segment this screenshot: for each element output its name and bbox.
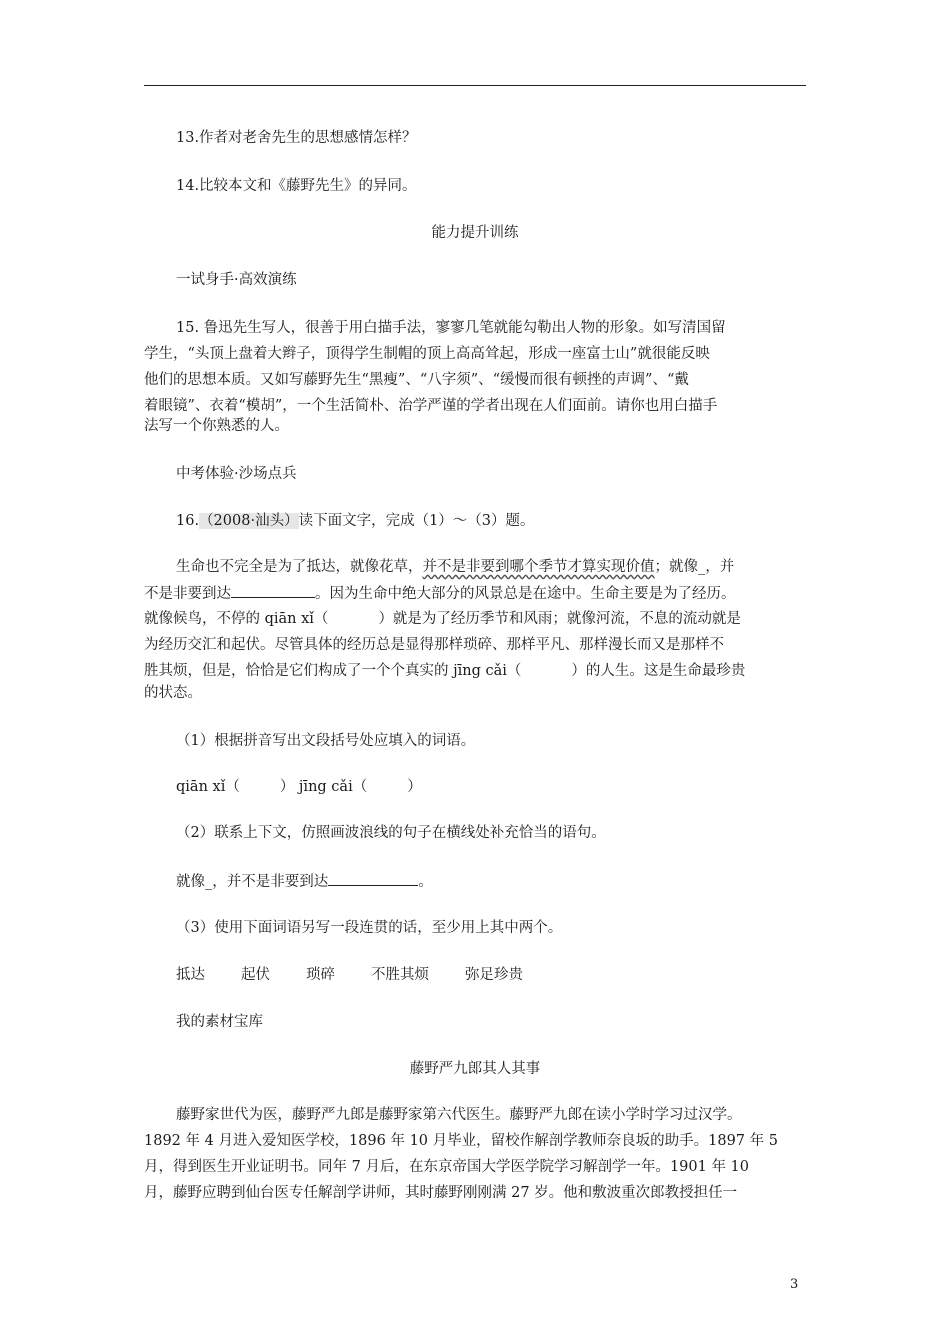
question-14: 14.比较本文和《藤野先生》的异同。 — [176, 178, 417, 194]
page-number: 3 — [790, 1277, 799, 1292]
pinyin-label: ） — [407, 779, 422, 795]
subsection-heading: 中考体验·沙场点兵 — [176, 466, 297, 482]
question-15-line: 15. 鲁迅先生写人，很善于用白描手法，寥寥几笔就能勾勒出人物的形象。如写清国留 — [176, 320, 726, 336]
passage-text: 生命也不完全是为了抵达，就像花草， — [176, 559, 423, 575]
question-15-line: 学生，“头顶上盘着大辫子，顶得学生制帽的顶上高高耸起，形成一座富士山”就很能反映 — [144, 346, 710, 362]
sub-question-1: （1）根据拼音写出文段括号处应填入的词语。 — [176, 733, 476, 749]
pinyin-label: ） jīng cǎi（ — [279, 779, 368, 795]
question-15-line: 他们的思想本质。又如写藤野先生“黑瘦”、“八字须”、“缓慢而很有顿挫的声调”、“戴 — [144, 372, 689, 388]
story-line: 月，得到医生开业证明书。同年 7 月后，在东京帝国大学医学院学习解剖学一年。1901 年 10 — [144, 1159, 750, 1175]
passage-text: ；就像_，并 — [654, 559, 735, 575]
passage-line: 的状态。 — [144, 685, 202, 701]
passage-text: ）的人生。这是生命最珍贵 — [571, 663, 746, 679]
passage-line — [176, 557, 734, 577]
pinyin-label: qiān xǐ（ — [176, 779, 240, 795]
word-item: 琐碎 — [306, 967, 335, 983]
story-line: 1892 年 4 月进入爱知医学校，1896 年 10 月毕业，留校作解剖学教师奈良坂的助手。1897 年 5 — [144, 1133, 778, 1149]
wavy-underlined-sentence: 并不是非要到哪个季节才算实现价值 — [422, 559, 655, 575]
passage-text: ）就是为了经历季节和风雨；就像河流，不息的流动就是 — [378, 611, 741, 627]
subsection-heading: 一试身手·高效演练 — [176, 272, 297, 288]
word-item: 不胜其烦 — [371, 967, 429, 983]
sub-question-3: （3）使用下面词语另写一段连贯的话，至少用上其中两个。 — [176, 920, 563, 936]
fill-in-blank[interactable] — [328, 871, 418, 886]
passage-text: 就像候鸟，不停的 qiān xǐ（ — [144, 611, 329, 627]
story-line: 藤野家世代为医，藤野严九郎是藤野家第六代医生。藤野严九郎在读小学时学习过汉学。 — [176, 1107, 742, 1123]
header-rule — [144, 85, 806, 86]
fill-sentence-text: 就像_，并不是非要到达 — [176, 874, 329, 890]
question-number: 16. — [176, 513, 200, 529]
section-title: 能力提升训练 — [431, 225, 519, 241]
word-item: 弥足珍贵 — [465, 967, 523, 983]
fill-sentence-text: 。 — [418, 874, 433, 890]
story-title: 藤野严九郎其人其事 — [409, 1061, 541, 1077]
word-item: 起伏 — [241, 967, 270, 983]
word-list — [176, 965, 559, 985]
passage-line: 为经历交汇和起伏。尽管具体的经历总是显得那样琐碎、那样平凡、那样漫长而又是那样不 — [144, 637, 724, 653]
fill-in-blank[interactable] — [231, 583, 315, 598]
fill-sentence-line — [176, 871, 433, 892]
question-13: 13.作者对老舍先生的思想感情怎样？ — [176, 130, 417, 146]
word-item: 抵达 — [176, 967, 205, 983]
story-line: 月，藤野应聘到仙台医专任解剖学讲师，其时藤野刚刚满 27 岁。他和敷波重次郎教授担任一 — [144, 1185, 738, 1201]
passage-line — [144, 609, 741, 629]
subsection-heading: 我的素材宝库 — [176, 1014, 263, 1030]
passage-text: 不是非要到达 — [144, 586, 231, 602]
source-tag: （2008·汕头） — [199, 513, 299, 529]
question-16 — [176, 511, 535, 531]
passage-text: 胜其烦，但是，恰恰是它们构成了一个个真实的 jīng cǎi（ — [144, 663, 522, 679]
pinyin-answer-line — [176, 777, 422, 797]
question-text: 读下面文字，完成（1）～（3）题。 — [298, 513, 535, 529]
passage-line — [144, 583, 736, 604]
sub-question-2: （2）联系上下文，仿照画波浪线的句子在横线处补充恰当的语句。 — [176, 825, 606, 841]
question-15-line: 着眼镜”、衣着“模胡”，一个生活简朴、治学严谨的学者出现在人们面前。请你也用白描手 — [144, 398, 718, 414]
passage-line — [144, 661, 745, 681]
question-15-line: 法写一个你熟悉的人。 — [144, 418, 289, 434]
passage-text: 。因为生命中绝大部分的风景总是在途中。生命主要是为了经历。 — [315, 586, 736, 602]
